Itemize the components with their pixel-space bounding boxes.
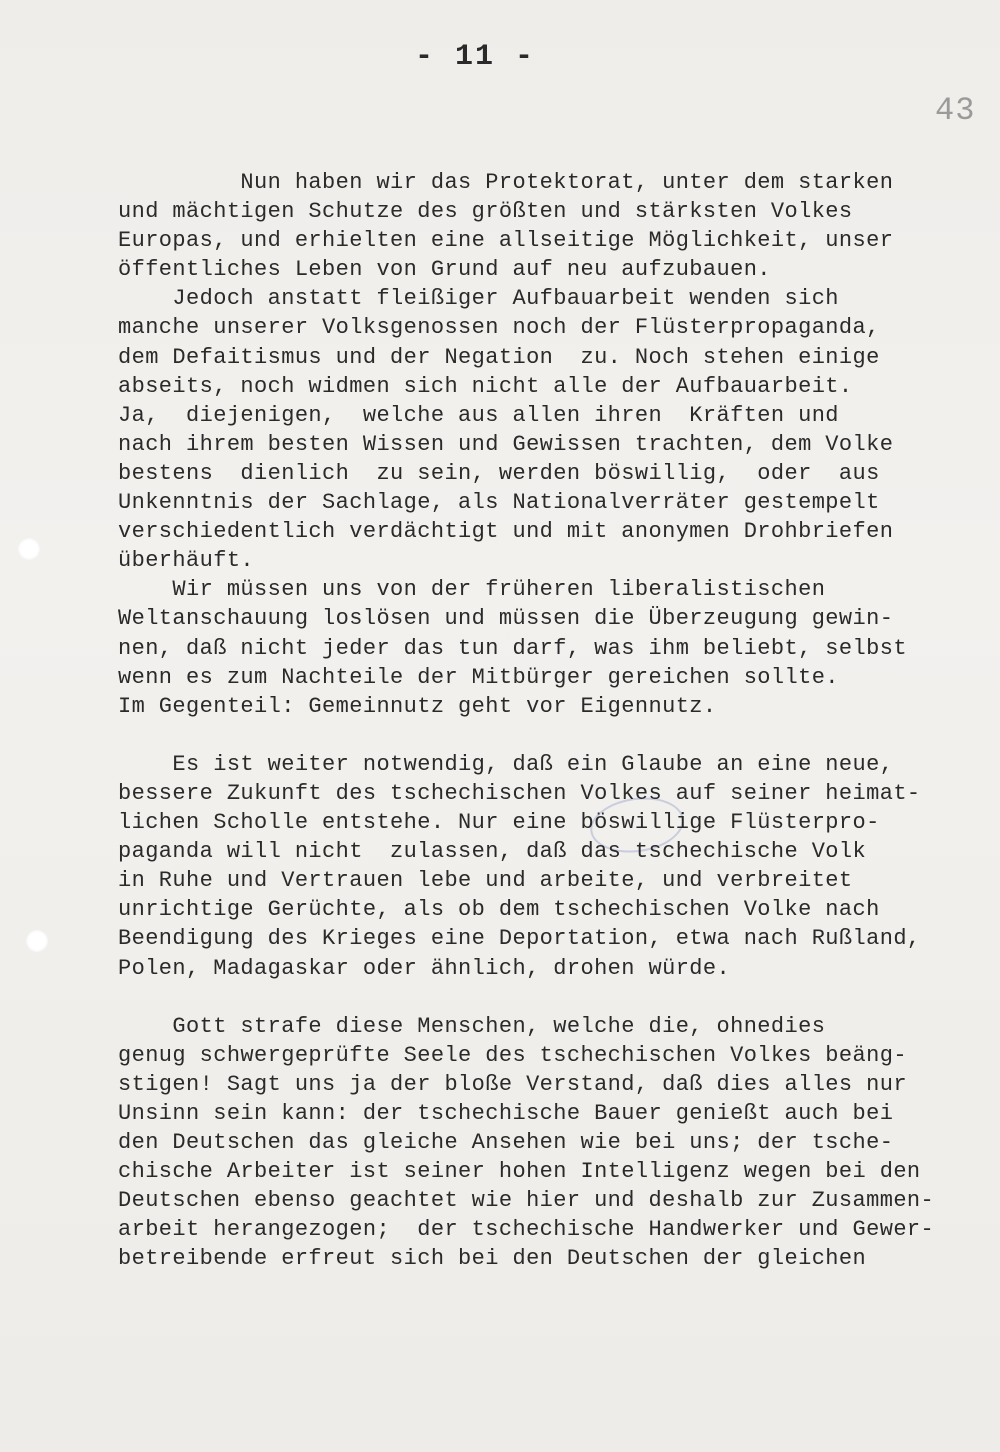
text-line: nen, daß nicht jeder das tun darf, was ihm beliebt, selbst (118, 635, 907, 661)
text-line: Gott strafe diese Menschen, welche die, ohnedies (118, 1013, 826, 1039)
text-line: Polen, Madagaskar oder ähnlich, drohen würde. (118, 955, 731, 981)
text-line: Beendigung des Krieges eine Deportation, etwa nach Rußland, (118, 926, 921, 952)
text-line: stigen! Sagt uns ja der bloße Verstand, daß dies alles nur (118, 1071, 907, 1097)
text-line: betreibende erfreut sich bei den Deutschen der gleichen (118, 1246, 867, 1272)
page-number: - 11 - (415, 40, 536, 74)
text-line: paganda will nicht zulassen, daß das tschechische Volk (118, 839, 867, 865)
text-line: nach ihrem besten Wissen und Gewissen trachten, dem Volke (118, 431, 894, 457)
text-line: Unsinn sein kann: der tschechische Bauer genießt auch bei (118, 1101, 894, 1126)
text-line: genug schwergeprüfte Seele des tschechischen Volkes beäng- (118, 1042, 907, 1068)
text-line: den Deutschen das gleiche Ansehen wie bei uns; der tsche- (118, 1130, 894, 1156)
text-line: dem Defaitismus und der Negation zu. Noch stehen einige (118, 344, 880, 370)
text-line: Ja, diejenigen, welche aus allen ihren Kräften und (118, 402, 839, 428)
text-line: Unkenntnis der Sachlage, als Nationalverräter gestempelt (118, 490, 880, 516)
text-line: abseits, noch widmen sich nicht alle der Aufbauarbeit. (118, 373, 853, 399)
text-line: Jedoch anstatt fleißiger Aufbauarbeit wenden sich (118, 286, 839, 312)
text-line: Im Gegenteil: Gemeinnutz geht vor Eigennutz. (118, 693, 717, 719)
text-line: arbeit herangezogen; der tschechische Handwerker und Gewer- (118, 1217, 935, 1243)
text-line: chische Arbeiter ist seiner hohen Intelligenz wegen bei den (118, 1159, 921, 1185)
text-line: wenn es zum Nachteile der Mitbürger gereichen sollte. (118, 664, 839, 690)
folio-number: 43 (935, 92, 976, 129)
text-line: verschiedentlich verdächtigt und mit anonymen Drohbriefen (118, 519, 894, 545)
text-line: manche unserer Volksgenossen noch der Flüsterpropaganda, (118, 315, 880, 341)
text-line: und mächtigen Schutze des größten und stärksten Volkes (118, 199, 853, 225)
text-line: Europas, und erhielten eine allseitige Möglichkeit, unser (118, 228, 894, 254)
text-line: lichen Scholle entstehe. Nur eine böswillige Flüsterpro- (118, 810, 880, 836)
text-line: Deutschen ebenso geachtet wie hier und deshalb zur Zusammen- (118, 1188, 935, 1214)
text-line: in Ruhe und Vertrauen lebe und arbeite, und verbreitet (118, 868, 853, 894)
text-line: öffentliches Leben von Grund auf neu aufzubauen. (118, 257, 771, 283)
punch-hole (26, 930, 48, 952)
text-line: überhäuft. (118, 548, 255, 574)
typewritten-body-text (118, 168, 948, 1274)
text-line: Nun haben wir das Protektorat, unter dem starken (118, 170, 894, 195)
text-line: bessere Zukunft des tschechischen Volkes auf seiner heimat- (118, 780, 921, 806)
text-line: Wir müssen uns von der früheren liberalistischen (118, 577, 826, 603)
text-line: Es ist weiter notwendig, daß ein Glaube an eine neue, (118, 751, 894, 777)
text-line (118, 983, 948, 1012)
text-line: Weltanschauung loslösen und müssen die Überzeugung gewin- (118, 606, 894, 632)
text-line (118, 721, 948, 750)
punch-hole (18, 538, 40, 560)
text-line: bestens dienlich zu sein, werden böswillig, oder aus (118, 460, 880, 486)
text-line: unrichtige Gerüchte, als ob dem tschechischen Volke nach (118, 897, 880, 923)
